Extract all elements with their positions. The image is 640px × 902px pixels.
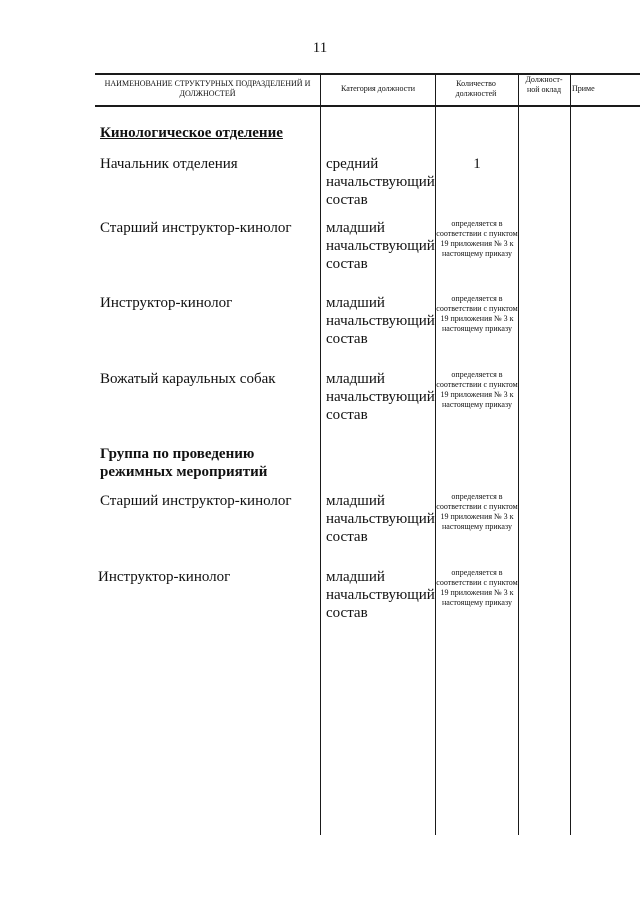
row-category: младший начальствующий состав: [326, 569, 435, 621]
table-header-bottom-border: [95, 105, 640, 107]
row-position-name: Вожатый караульных собак: [100, 371, 276, 387]
table-divider-4: [570, 73, 571, 835]
row-count: определяется в соответствии с пунктом 19 приложения № 3 к настоящему приказу: [436, 492, 518, 531]
table-divider-2: [435, 73, 436, 835]
header-note: Приме: [572, 84, 595, 93]
section-title: Группа по проведению режимных мероприятий: [100, 446, 268, 480]
row-category: младший начальствующий состав: [326, 371, 435, 423]
row-category: младший начальствующий состав: [326, 220, 435, 272]
header-count: Количество должностей: [455, 79, 497, 98]
row-position-name: Инструктор-кинолог: [98, 569, 231, 585]
row-category: младший начальствующий состав: [326, 295, 435, 347]
row-position-name: Старший инструктор-кинолог: [100, 220, 292, 236]
header-category: Категория должности: [341, 84, 415, 93]
header-name: НАИМЕНОВАНИЕ СТРУКТУРНЫХ ПОДРАЗДЕЛЕНИЙ И ДОЛЖНОСТЕЙ: [104, 79, 311, 98]
row-category: младший начальствующий состав: [326, 493, 435, 545]
table-divider-3: [518, 73, 519, 835]
table-divider-1: [320, 73, 321, 835]
header-salary: Должност-ной оклад: [525, 75, 563, 94]
row-count: определяется в соответствии с пунктом 19 приложения № 3 к настоящему приказу: [436, 568, 518, 607]
row-position-name: Инструктор-кинолог: [100, 295, 233, 311]
row-count: определяется в соответствии с пунктом 19 приложения № 3 к настоящему приказу: [436, 294, 518, 333]
row-position-name: Начальник отделения: [100, 156, 238, 172]
page-number: 11: [312, 40, 328, 56]
row-count: 1: [473, 156, 481, 172]
row-count: определяется в соответствии с пунктом 19 приложения № 3 к настоящему приказу: [436, 370, 518, 409]
row-position-name: Старший инструктор-кинолог: [100, 493, 292, 509]
section-title: Кинологическое отделение: [100, 125, 283, 141]
row-count: определяется в соответствии с пунктом 19 приложения № 3 к настоящему приказу: [436, 219, 518, 258]
row-category: средний начальствующий состав: [326, 156, 435, 208]
